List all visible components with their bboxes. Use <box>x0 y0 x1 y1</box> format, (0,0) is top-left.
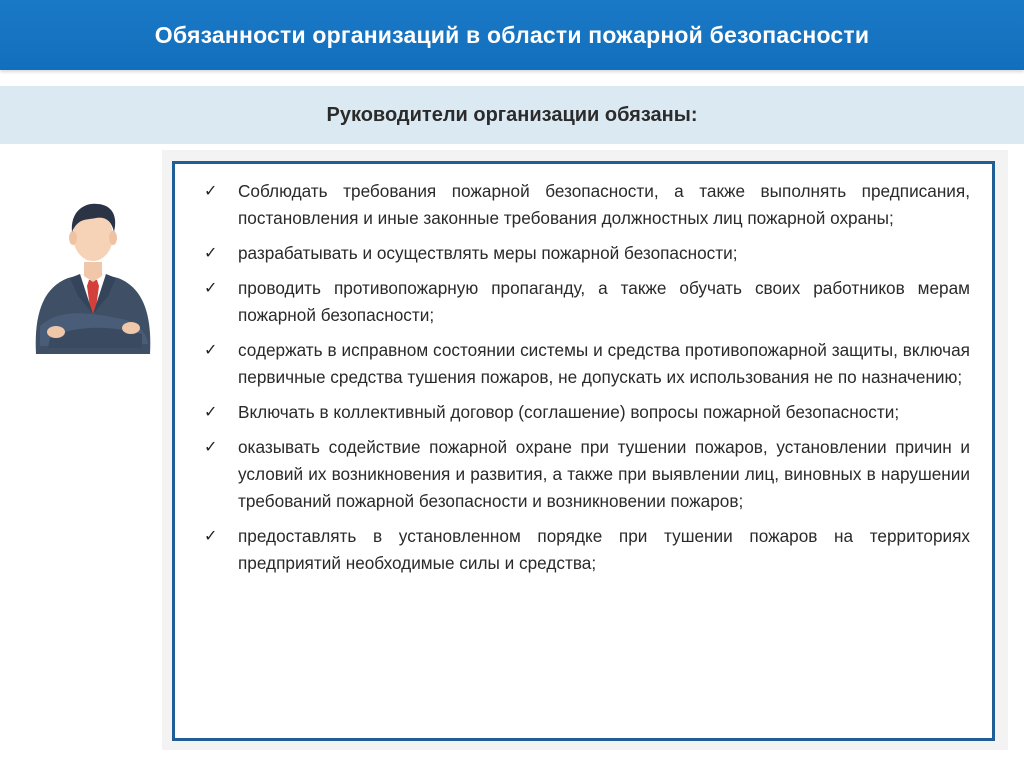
section-title: Руководители организации обязаны: <box>326 104 698 126</box>
checkmark-icon: ✓ <box>204 528 218 545</box>
checkmark-icon: ✓ <box>204 280 218 297</box>
page-title: Обязанности организаций в области пожарной безопасности <box>154 22 870 48</box>
list-item <box>200 178 970 232</box>
list-item <box>200 337 970 391</box>
list-item <box>200 523 970 577</box>
checkmark-icon: ✓ <box>204 342 218 359</box>
list-item-text: оказывать содействие пожарной охране при тушении пожаров, установлении причин и условий их возникновения и развития, а также при выявлении лиц, виновных в нарушении требований пожарной безопасности и возникновении пожаров; <box>238 437 970 511</box>
list-item <box>200 240 970 267</box>
checkmark-icon: ✓ <box>204 439 218 456</box>
list-item <box>200 399 970 426</box>
list-item-text: предоставлять в установленном порядке при тушении пожаров на территориях предприятий необходимые силы и средства; <box>238 526 970 573</box>
list-item-text: Соблюдать требования пожарной безопасности, а также выполнять предписания, постановления и иные законные требования должностных лиц пожарной охраны; <box>238 181 970 228</box>
checkmark-icon: ✓ <box>204 404 218 421</box>
list-item-text: разрабатывать и осуществлять меры пожарной безопасности; <box>238 243 738 263</box>
checkmark-icon: ✓ <box>204 183 218 200</box>
list-item <box>200 275 970 329</box>
list-item-text: Включать в коллективный договор (соглашение) вопросы пожарной безопасности; <box>238 402 900 422</box>
checkmark-icon: ✓ <box>204 245 218 262</box>
header-bar <box>0 0 1024 70</box>
list-item <box>200 434 970 515</box>
businessman-icon <box>30 196 156 354</box>
duties-list <box>200 178 970 585</box>
list-item-text: содержать в исправном состоянии системы и средства противопожарной защиты, включая первичные средства тушения пожаров, не допускать их использования не по назначению; <box>238 340 970 387</box>
list-item-text: проводить противопожарную пропаганду, а также обучать своих работников мерам пожарной безопасности; <box>238 278 970 325</box>
subheader-bar <box>0 86 1024 144</box>
